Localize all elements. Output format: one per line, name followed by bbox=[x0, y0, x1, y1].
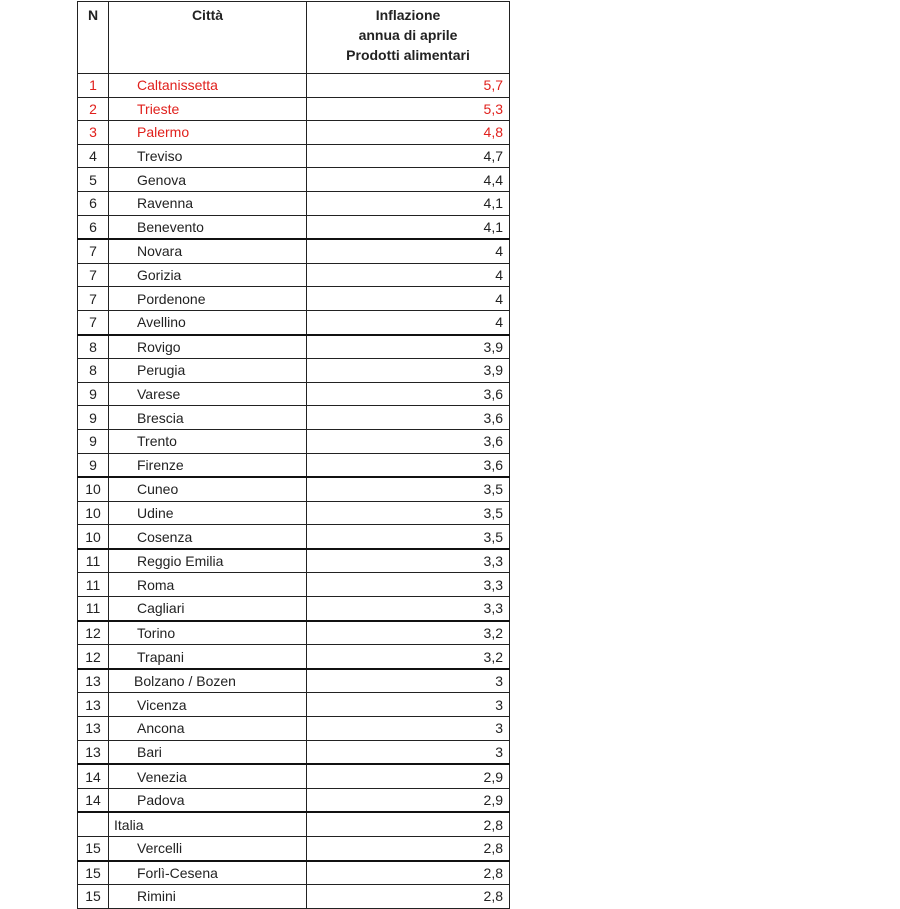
table-header bbox=[78, 2, 510, 74]
table-row bbox=[78, 645, 510, 669]
table-row bbox=[78, 168, 510, 192]
inflation-value-cell: 3,5 bbox=[307, 525, 510, 549]
table-row bbox=[78, 406, 510, 430]
rank-cell: 12 bbox=[78, 621, 109, 645]
rank-cell: 15 bbox=[78, 861, 109, 885]
rank-cell: 13 bbox=[78, 717, 109, 741]
inflation-value-cell: 3,3 bbox=[307, 549, 510, 573]
city-cell: Bari bbox=[109, 740, 307, 764]
rank-cell: 5 bbox=[78, 168, 109, 192]
inflation-value-cell: 3,5 bbox=[307, 477, 510, 501]
inflation-value-cell: 3 bbox=[307, 669, 510, 693]
table-row bbox=[78, 573, 510, 597]
city-cell: Torino bbox=[109, 621, 307, 645]
rank-cell: 2 bbox=[78, 97, 109, 121]
table-row bbox=[78, 597, 510, 621]
header-inflation-line-3: Prodotti alimentari bbox=[346, 47, 470, 63]
rank-cell: 8 bbox=[78, 335, 109, 359]
table-row bbox=[78, 287, 510, 311]
inflation-value-cell: 4,1 bbox=[307, 215, 510, 239]
table-row bbox=[78, 621, 510, 645]
rank-cell: 10 bbox=[78, 501, 109, 525]
table-row bbox=[78, 263, 510, 287]
inflation-value-cell: 4,8 bbox=[307, 121, 510, 145]
table-row bbox=[78, 335, 510, 359]
table-row bbox=[78, 359, 510, 383]
inflation-value-cell: 4 bbox=[307, 239, 510, 263]
inflation-value-cell: 3,6 bbox=[307, 453, 510, 477]
header-inflation bbox=[307, 2, 510, 74]
rank-cell: 11 bbox=[78, 549, 109, 573]
inflation-value-cell: 2,9 bbox=[307, 788, 510, 812]
city-cell: Ravenna bbox=[109, 191, 307, 215]
rank-cell: 7 bbox=[78, 310, 109, 334]
table-row bbox=[78, 191, 510, 215]
city-cell: Venezia bbox=[109, 764, 307, 788]
city-cell: Trapani bbox=[109, 645, 307, 669]
table-body bbox=[78, 74, 510, 909]
city-cell: Pordenone bbox=[109, 287, 307, 311]
inflation-value-cell: 5,7 bbox=[307, 74, 510, 98]
rank-cell: 8 bbox=[78, 359, 109, 383]
city-cell: Forlì-Cesena bbox=[109, 861, 307, 885]
rank-cell: 14 bbox=[78, 764, 109, 788]
city-cell: Vicenza bbox=[109, 693, 307, 717]
city-cell: Genova bbox=[109, 168, 307, 192]
city-cell: Varese bbox=[109, 382, 307, 406]
rank-cell: 4 bbox=[78, 144, 109, 168]
city-cell: Cuneo bbox=[109, 477, 307, 501]
rank-cell: 13 bbox=[78, 693, 109, 717]
table-row bbox=[78, 382, 510, 406]
rank-cell: 7 bbox=[78, 287, 109, 311]
inflation-value-cell: 2,8 bbox=[307, 812, 510, 836]
rank-cell: 6 bbox=[78, 191, 109, 215]
rank-cell: 9 bbox=[78, 429, 109, 453]
table-row bbox=[78, 861, 510, 885]
rank-cell: 13 bbox=[78, 740, 109, 764]
rank-cell: 15 bbox=[78, 885, 109, 909]
city-cell: Caltanissetta bbox=[109, 74, 307, 98]
inflation-value-cell: 3 bbox=[307, 740, 510, 764]
city-cell: Perugia bbox=[109, 359, 307, 383]
city-cell: Benevento bbox=[109, 215, 307, 239]
city-cell: Cagliari bbox=[109, 597, 307, 621]
inflation-value-cell: 4 bbox=[307, 263, 510, 287]
table-row bbox=[78, 429, 510, 453]
city-cell: Roma bbox=[109, 573, 307, 597]
rank-cell: 1 bbox=[78, 74, 109, 98]
inflation-value-cell: 2,8 bbox=[307, 837, 510, 861]
table-row bbox=[78, 310, 510, 334]
city-cell: Udine bbox=[109, 501, 307, 525]
table-row bbox=[78, 97, 510, 121]
inflation-value-cell: 4 bbox=[307, 287, 510, 311]
city-cell: Vercelli bbox=[109, 837, 307, 861]
inflation-value-cell: 2,8 bbox=[307, 885, 510, 909]
table-row bbox=[78, 525, 510, 549]
inflation-value-cell: 3,6 bbox=[307, 429, 510, 453]
city-cell: Trieste bbox=[109, 97, 307, 121]
header-rank: N bbox=[78, 2, 109, 74]
header-inflation-line-2: annua di aprile bbox=[358, 27, 458, 43]
city-cell: Brescia bbox=[109, 406, 307, 430]
city-cell: Bolzano / Bozen bbox=[109, 669, 307, 693]
rank-cell: 11 bbox=[78, 573, 109, 597]
table-row bbox=[78, 837, 510, 861]
table-row bbox=[78, 239, 510, 263]
rank-cell: 9 bbox=[78, 406, 109, 430]
inflation-value-cell: 3,6 bbox=[307, 382, 510, 406]
header-city: Città bbox=[109, 2, 307, 74]
inflation-value-cell: 3,3 bbox=[307, 597, 510, 621]
inflation-value-cell: 2,8 bbox=[307, 861, 510, 885]
table-row bbox=[78, 549, 510, 573]
inflation-value-cell: 4,4 bbox=[307, 168, 510, 192]
inflation-table-container bbox=[77, 1, 510, 909]
header-row bbox=[78, 2, 510, 74]
inflation-value-cell: 3,6 bbox=[307, 406, 510, 430]
table-row bbox=[78, 477, 510, 501]
rank-cell: 15 bbox=[78, 837, 109, 861]
city-cell: Treviso bbox=[109, 144, 307, 168]
rank-cell: 7 bbox=[78, 239, 109, 263]
city-cell: Firenze bbox=[109, 453, 307, 477]
rank-cell: 10 bbox=[78, 477, 109, 501]
rank-cell: 12 bbox=[78, 645, 109, 669]
city-cell: Rimini bbox=[109, 885, 307, 909]
rank-cell: 14 bbox=[78, 788, 109, 812]
table-row bbox=[78, 215, 510, 239]
rank-cell: 11 bbox=[78, 597, 109, 621]
city-cell: Italia bbox=[109, 812, 307, 836]
table-row bbox=[78, 74, 510, 98]
inflation-value-cell: 3,2 bbox=[307, 621, 510, 645]
table-row bbox=[78, 812, 510, 836]
city-cell: Padova bbox=[109, 788, 307, 812]
city-cell: Gorizia bbox=[109, 263, 307, 287]
city-cell: Cosenza bbox=[109, 525, 307, 549]
inflation-value-cell: 4,7 bbox=[307, 144, 510, 168]
rank-cell: 6 bbox=[78, 215, 109, 239]
inflation-value-cell: 2,9 bbox=[307, 764, 510, 788]
rank-cell: 10 bbox=[78, 525, 109, 549]
table-row bbox=[78, 764, 510, 788]
inflation-value-cell: 3 bbox=[307, 717, 510, 741]
inflation-value-cell: 3,3 bbox=[307, 573, 510, 597]
city-cell: Palermo bbox=[109, 121, 307, 145]
table-row bbox=[78, 885, 510, 909]
rank-cell: 9 bbox=[78, 453, 109, 477]
header-inflation-line-1: Inflazione bbox=[375, 7, 441, 23]
inflation-value-cell: 3,9 bbox=[307, 359, 510, 383]
table-row bbox=[78, 453, 510, 477]
table-row bbox=[78, 717, 510, 741]
table-row bbox=[78, 669, 510, 693]
table-row bbox=[78, 788, 510, 812]
rank-cell: 3 bbox=[78, 121, 109, 145]
inflation-value-cell: 3,5 bbox=[307, 501, 510, 525]
rank-cell: 7 bbox=[78, 263, 109, 287]
rank-cell: 9 bbox=[78, 382, 109, 406]
city-cell: Ancona bbox=[109, 717, 307, 741]
table-row bbox=[78, 121, 510, 145]
table-row bbox=[78, 501, 510, 525]
inflation-table bbox=[77, 1, 510, 909]
inflation-value-cell: 4,1 bbox=[307, 191, 510, 215]
city-cell: Trento bbox=[109, 429, 307, 453]
city-cell: Reggio Emilia bbox=[109, 549, 307, 573]
table-row bbox=[78, 144, 510, 168]
city-cell: Avellino bbox=[109, 310, 307, 334]
inflation-value-cell: 3,9 bbox=[307, 335, 510, 359]
inflation-value-cell: 5,3 bbox=[307, 97, 510, 121]
city-cell: Novara bbox=[109, 239, 307, 263]
rank-cell: 13 bbox=[78, 669, 109, 693]
inflation-value-cell: 3 bbox=[307, 693, 510, 717]
city-cell: Rovigo bbox=[109, 335, 307, 359]
inflation-value-cell: 3,2 bbox=[307, 645, 510, 669]
rank-cell bbox=[78, 812, 109, 836]
table-row bbox=[78, 693, 510, 717]
inflation-value-cell: 4 bbox=[307, 310, 510, 334]
table-row bbox=[78, 740, 510, 764]
